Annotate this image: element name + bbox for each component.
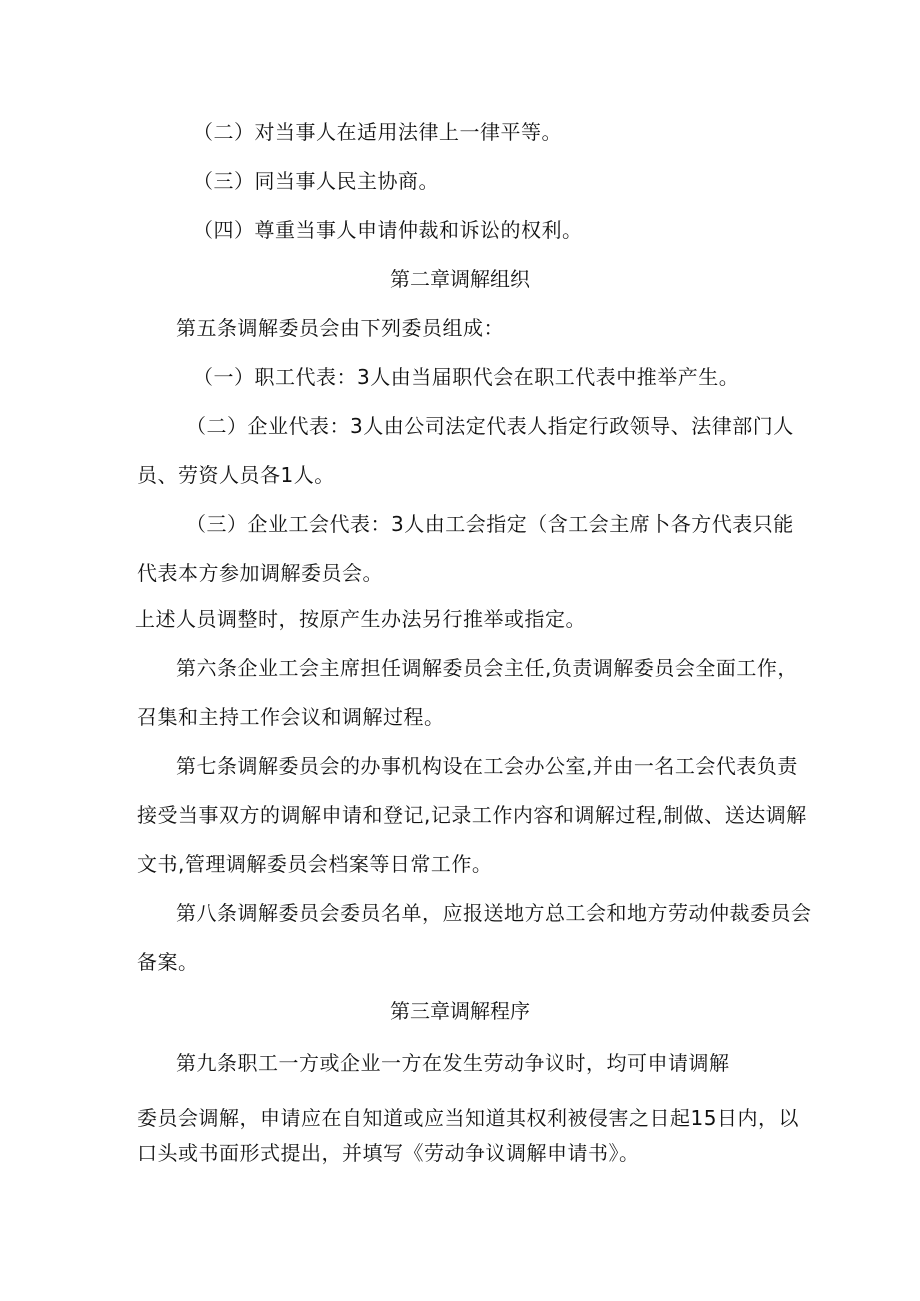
article-6-cont: 召集和主持工作会议和调解过程。 <box>137 705 445 729</box>
article-5-item-2: （二）企业代表：3人由公司法定代表人指定行政领导、法律部门人 <box>186 414 794 438</box>
article-6: 第六条企业工会主席担任调解委员会主任,负责调解委员会全面工作， <box>176 656 798 680</box>
chapter-2-heading: 第二章调解组织 <box>390 267 530 291</box>
article-5-item-2-cont: 员、劳资人员各1人。 <box>137 463 335 487</box>
article-8-cont: 备案。 <box>137 950 199 974</box>
chapter-3-heading: 第三章调解程序 <box>390 999 530 1023</box>
article-5-item-3-cont: 代表本方参加调解委员会。 <box>137 561 383 585</box>
article-7-cont-2: 文书,管理调解委员会档案等日常工作。 <box>137 852 493 876</box>
article-9: 第九条职工一方或企业一方在发生劳动争议时，均可申请调解 <box>176 1051 730 1075</box>
clause-3-consultation: （三）同当事人民主协商。 <box>193 169 439 193</box>
article-7-cont-1: 接受当事双方的调解申请和登记,记录工作内容和调解过程,制做、送达调解 <box>137 803 807 827</box>
article-9-cont-2: 口头或书面形式提出，并填写《劳动争议调解申请书》。 <box>137 1141 640 1165</box>
clause-2-equality: （二）对当事人在适用法律上一律平等。 <box>193 120 562 144</box>
article-9-cont-1: 委员会调解，申请应在自知道或应当知道其权利被侵害之日起15日内，以 <box>137 1106 799 1130</box>
article-8: 第八条调解委员会委员名单，应报送地方总工会和地方劳动仲裁委员会 <box>176 901 812 925</box>
article-5: 第五条调解委员会由下列委员组成： <box>176 316 504 340</box>
clause-4-rights: （四）尊重当事人申请仲裁和诉讼的权利。 <box>193 218 583 242</box>
article-5-item-1: （一）职工代表：3人由当届职代会在职工代表中推举产生。 <box>193 365 740 389</box>
article-5-item-3: （三）企业工会代表：3人由工会指定（含工会主席卜各方代表只能 <box>186 512 794 536</box>
article-5-note: 上述人员调整时，按原产生办法另行推举或指定。 <box>135 607 586 631</box>
article-7: 第七条调解委员会的办事机构设在工会办公室,并由一名工会代表负责 <box>176 754 798 778</box>
